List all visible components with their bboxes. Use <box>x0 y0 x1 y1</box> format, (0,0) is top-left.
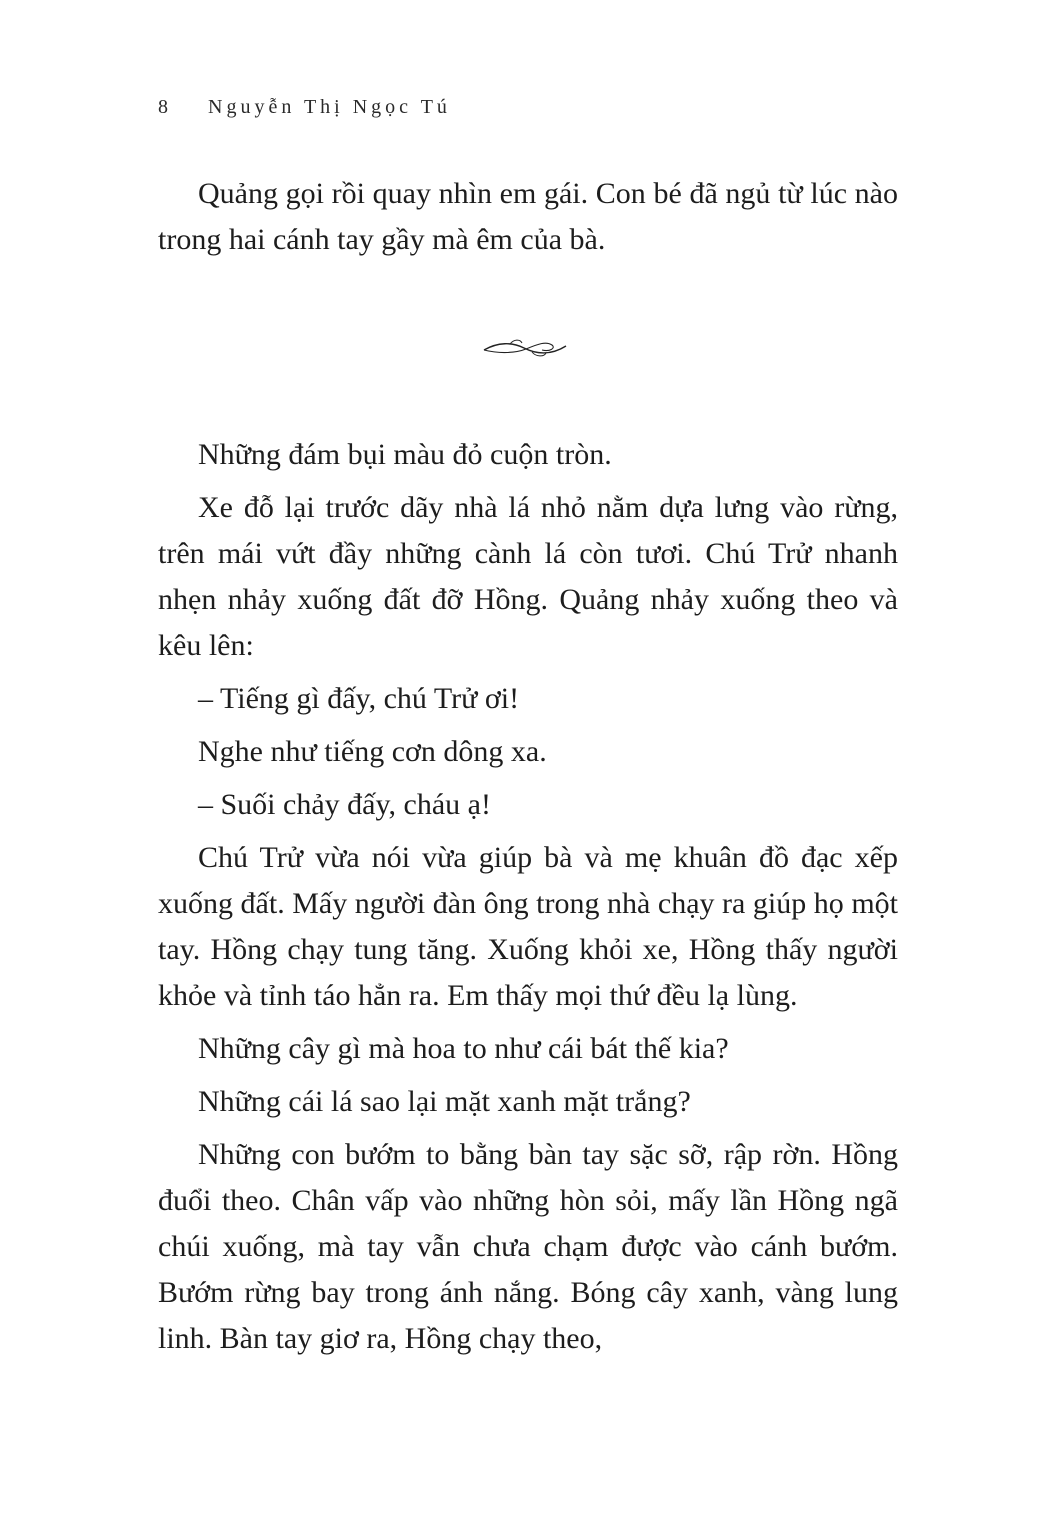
paragraph: Chú Trử vừa nói vừa giúp bà và mẹ khuân đồ đạc xếp xuống đất. Mấy người đàn ông trong nhà chạy ra giúp họ một tay. Hồng chạy tung tăng. Xuống khỏi xe, Hồng thấy người khỏe và tỉnh táo hẳn ra. Em thấy mọi thứ đều lạ lùng. <box>158 841 898 1012</box>
flourish-divider-icon <box>480 333 570 363</box>
paragraph: Những con bướm to bằng bàn tay sặc sỡ, rập rờn. Hồng đuổi theo. Chân vấp vào những hòn sỏi, mấy lần Hồng ngã chúi xuống, mà tay vẫn chưa chạm được vào cánh bướm. Bướm rừng bay trong ánh nắng. Bóng cây xanh, vàng lung linh. Bàn tay giơ ra, Hồng chạy theo, <box>158 1138 898 1355</box>
author-name: Nguyễn Thị Ngọc Tú <box>208 96 451 118</box>
paragraph: Xe đỗ lại trước dãy nhà lá nhỏ nằm dựa lưng vào rừng, trên mái vứt đầy những cành lá còn tươi. Chú Trử nhanh nhẹn nhảy xuống đất đỡ Hồng. Quảng nhảy xuống theo và kêu lên: <box>158 491 898 662</box>
text-block-top <box>158 171 898 263</box>
paragraph: Nghe như tiếng cơn dông xa. <box>198 735 547 768</box>
page-number: 8 <box>158 96 172 118</box>
paragraph: Những cái lá sao lại mặt xanh mặt trắng? <box>198 1085 691 1118</box>
dialogue-line: – Suối chảy đấy, cháu ạ! <box>198 788 491 821</box>
running-head <box>158 96 451 119</box>
text-block-main <box>158 432 898 1369</box>
paragraph: Những đám bụi màu đỏ cuộn tròn. <box>198 438 612 471</box>
paragraph: Quảng gọi rồi quay nhìn em gái. Con bé đã ngủ từ lúc nào trong hai cánh tay gầy mà êm của bà. <box>158 177 898 256</box>
paragraph: Những cây gì mà hoa to như cái bát thế kia? <box>198 1032 729 1065</box>
dialogue-line: – Tiếng gì đấy, chú Trử ơi! <box>198 682 520 715</box>
